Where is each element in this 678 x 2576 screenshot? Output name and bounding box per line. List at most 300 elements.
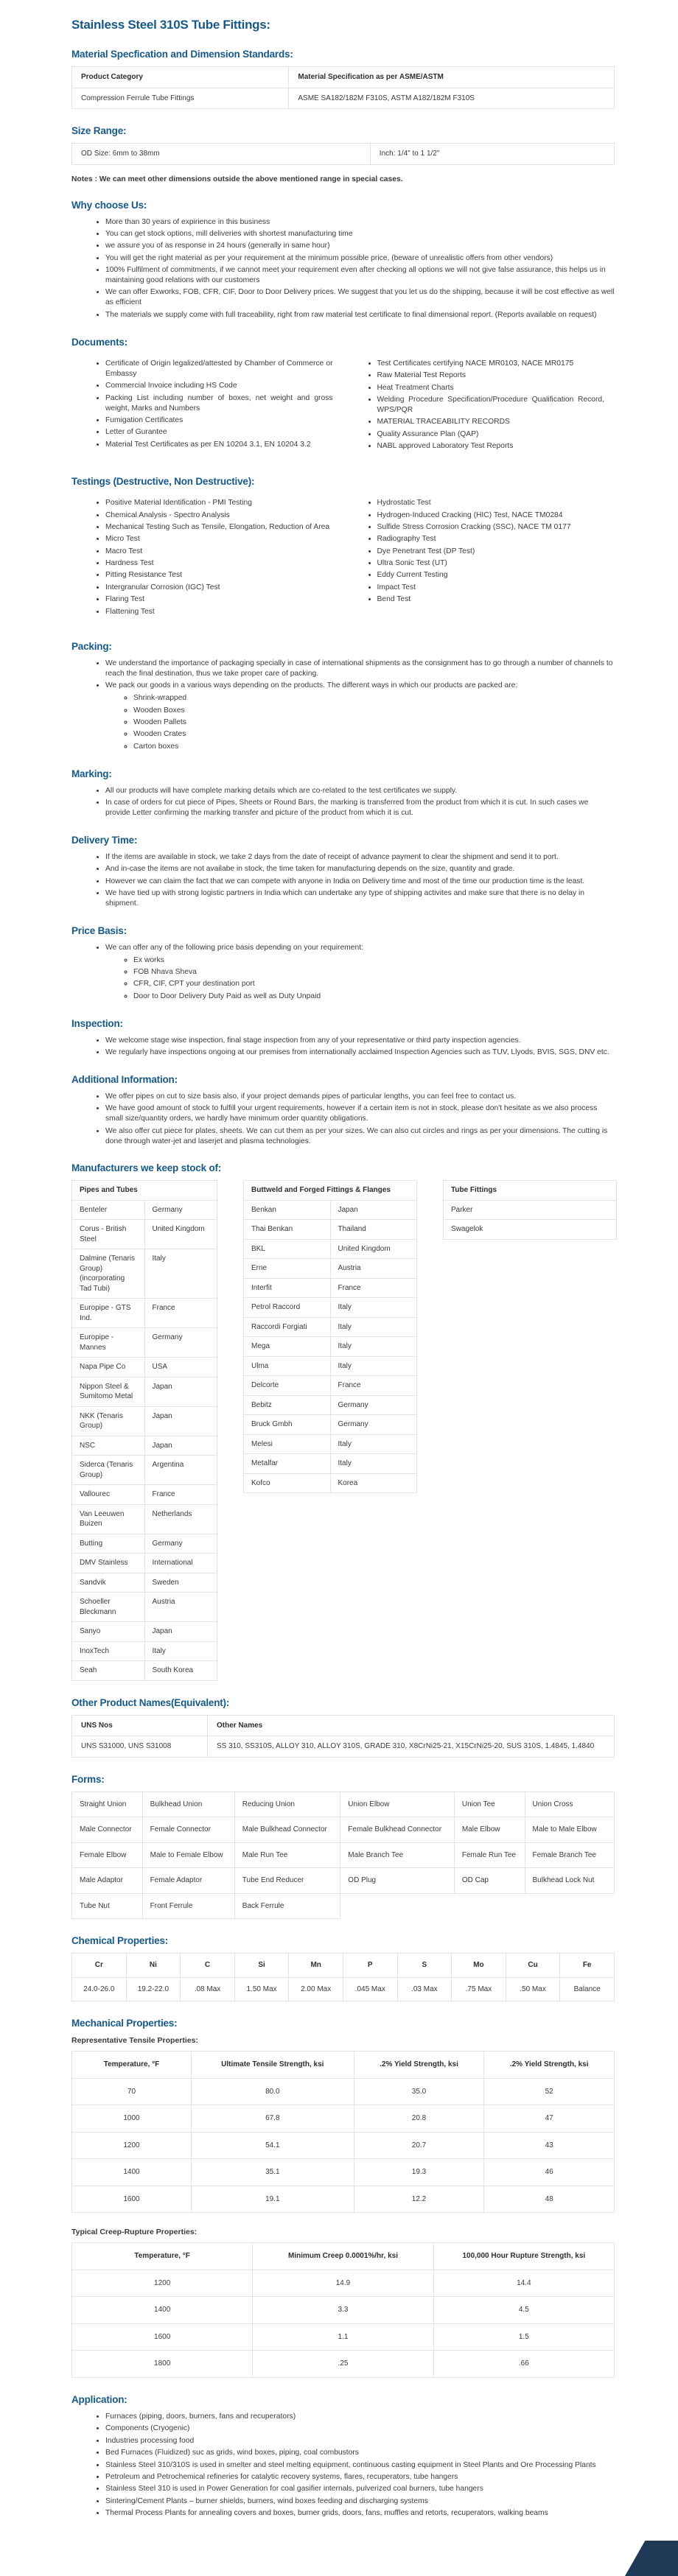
manufacturer-cell: Interfit xyxy=(244,1278,331,1298)
chemical-properties-table xyxy=(71,1953,615,2001)
form-cell: OD Plug xyxy=(340,1868,455,1894)
list-item: • Dye Penetrant Test (DP Test) xyxy=(377,547,605,557)
temperature-cell: 70 xyxy=(72,2078,192,2105)
table-header-row xyxy=(72,1181,217,1201)
country-cell: Austria xyxy=(330,1259,417,1279)
application-heading: Application: xyxy=(71,2393,127,2405)
manufacturer-cell: Butting xyxy=(72,1534,145,1554)
section-why-choose-us xyxy=(71,200,615,320)
manufacturer-cell: Benteler xyxy=(72,1200,145,1220)
list-item: • Intergranular Corrosion (IGC) Test xyxy=(105,583,333,593)
list-item: • All our products will have complete marking details which are co-related to the test certificates we supply. xyxy=(105,786,615,796)
table-row xyxy=(72,1249,217,1299)
form-cell: Male Bulkhead Connector xyxy=(234,1817,340,1843)
table-row xyxy=(244,1259,417,1279)
material-spec-heading: Material Specfication and Dimension Standards: xyxy=(71,49,293,60)
form-cell: Union Elbow xyxy=(340,1791,455,1817)
country-cell: Germany xyxy=(144,1328,217,1358)
manufacturer-cell: Benkan xyxy=(244,1200,331,1220)
uns-cell: UNS S31000, UNS S31008 xyxy=(72,1736,208,1758)
documents-list-left xyxy=(71,357,343,454)
table-row xyxy=(72,1436,217,1456)
list-item: • More than 30 years of expirience in this business xyxy=(105,217,615,228)
uts-cell: 35.1 xyxy=(191,2159,354,2186)
column-header: Cu xyxy=(506,1954,560,1978)
list-item: • Test Certificates certifying NACE MR0103, NACE MR0175 xyxy=(377,359,605,369)
manufacturer-cell: Mega xyxy=(244,1337,331,1357)
sub-list-item: ◦ CFR, CIF, CPT your destination port xyxy=(133,979,615,989)
list-item: • Components (Cryogenic) xyxy=(105,2424,615,2434)
list-item: • The materials we supply come with full traceability, right from raw material test certificate to final dimensional report. (Reports available on request) xyxy=(105,310,615,320)
table-header-row xyxy=(72,2052,615,2079)
table-row xyxy=(72,1377,217,1406)
list-item: • Ultra Sonic Test (UT) xyxy=(377,558,605,569)
list-item: • Eddy Current Testing xyxy=(377,570,605,580)
form-cell: Female Elbow xyxy=(72,1842,143,1868)
section-testings xyxy=(71,476,615,625)
form-cell: Male to Male Elbow xyxy=(525,1817,614,1843)
buttweld-forged-table xyxy=(243,1180,417,1493)
country-cell: Argentina xyxy=(144,1456,217,1485)
table-row xyxy=(244,1473,417,1493)
od-size-cell: OD Size: 6mm to 38mm xyxy=(72,144,371,165)
column-header: Tube Fittings xyxy=(444,1181,617,1201)
country-cell: France xyxy=(330,1278,417,1298)
table-row xyxy=(72,2159,615,2186)
column-header: Fe xyxy=(560,1954,615,1978)
list-item: • Bed Furnaces (Fluidized) suc as grids, wind boxes, piping, coal combustors xyxy=(105,2448,615,2458)
column-header: Pipes and Tubes xyxy=(72,1181,217,1201)
rupture-strength-cell: 1.5 xyxy=(433,2323,614,2351)
table-row xyxy=(72,2105,615,2133)
table-row xyxy=(72,1893,615,1919)
tensile-properties-label: Representative Tensile Properties: xyxy=(71,2036,198,2046)
country-cell: Italy xyxy=(330,1356,417,1376)
list-item: • We welcome stage wise inspection, final stage inspection from any of your representative or third party inspection agencies. xyxy=(105,1036,615,1046)
manufacturer-cell: Thai Benkan xyxy=(244,1220,331,1240)
table-row xyxy=(72,2132,615,2159)
chemical-value-cell: .75 Max xyxy=(452,1977,506,2001)
additional-information-list xyxy=(71,1092,615,1146)
form-cell: Female Adaptor xyxy=(142,1868,234,1894)
table-row xyxy=(244,1239,417,1259)
list-item: • Packing List including number of boxes, net weight and gross weight, Marks and Numbers xyxy=(105,393,333,414)
country-cell: France xyxy=(144,1299,217,1328)
country-cell: Italy xyxy=(330,1434,417,1454)
forms-table xyxy=(71,1791,615,1920)
delivery-time-list xyxy=(71,852,615,909)
manufacturer-cell: Kofco xyxy=(244,1473,331,1493)
mechanical-properties-heading: Mechanical Properties: xyxy=(71,2018,178,2029)
manufacturer-cell: Sanyo xyxy=(72,1622,145,1642)
page-title: Stainless Steel 310S Tube Fittings: xyxy=(71,18,270,32)
table-header-row xyxy=(72,1715,615,1736)
list-item: • Stainless Steel 310 is used in Power Generation for coal gasifier internals, pulverized coal burners, tube hangers xyxy=(105,2484,615,2494)
form-cell: Straight Union xyxy=(72,1791,143,1817)
application-list xyxy=(71,2412,615,2519)
manufacturer-cell: Vallourec xyxy=(72,1485,145,1505)
manufacturer-cell: Europipe - GTS Ind. xyxy=(72,1299,145,1328)
yield-cell: 19.3 xyxy=(354,2159,484,2186)
country-cell: France xyxy=(144,1485,217,1505)
chemical-value-cell: Balance xyxy=(560,1977,615,2001)
price-basis-sub-list xyxy=(105,955,615,1002)
table-row xyxy=(72,1593,217,1622)
country-cell: Italy xyxy=(144,1249,217,1299)
list-item: • Pitting Resistance Test xyxy=(105,570,333,580)
manufacturer-cell: BKL xyxy=(244,1239,331,1259)
form-cell: Tube End Reducer xyxy=(234,1868,340,1894)
country-cell: Germany xyxy=(330,1415,417,1435)
form-cell: Union Tee xyxy=(454,1791,525,1817)
inspection-heading: Inspection: xyxy=(71,1017,123,1029)
table-row xyxy=(244,1415,417,1435)
table-row xyxy=(244,1337,417,1357)
chemical-value-cell: 1.50 Max xyxy=(234,1977,289,2001)
list-item-text: We pack our goods in a various ways depending on the products. The different ways in which our products are packed are: xyxy=(105,681,518,690)
chemical-value-cell: 19.2-22.0 xyxy=(126,1977,181,2001)
table-row xyxy=(72,1641,217,1661)
manufacturer-cell: Raccordi Forgiati xyxy=(244,1317,331,1337)
chemical-value-cell: .03 Max xyxy=(397,1977,452,2001)
testings-list-right xyxy=(343,496,615,619)
other-product-names-heading: Other Product Names(Equivalent): xyxy=(71,1696,230,1708)
list-item: • NABL approved Laboratory Test Reports xyxy=(377,441,605,452)
table-row xyxy=(244,1434,417,1454)
list-item: • Positive Material Identification - PMI Testing xyxy=(105,498,333,508)
section-delivery-time xyxy=(71,835,615,909)
manufacturer-cell: Schoeller Bleckmann xyxy=(72,1593,145,1622)
rupture-strength-cell: 4.5 xyxy=(433,2297,614,2324)
table-row xyxy=(72,1534,217,1554)
section-packing xyxy=(71,641,615,752)
uts-cell: 54.1 xyxy=(191,2132,354,2159)
list-item: • We understand the importance of packaging specially in case of international shipments as the consignment has to go through a number of channels to reach the final destination, thus we take proper care of packing. xyxy=(105,659,615,679)
column-header: .2% Yield Strength, ksi xyxy=(354,2052,484,2079)
manufacturer-cell: Corus - British Steel xyxy=(72,1220,145,1249)
section-forms xyxy=(71,1774,615,1920)
table-row xyxy=(244,1200,417,1220)
table-row xyxy=(72,2351,615,2378)
manufacturers-tables xyxy=(71,1180,615,1681)
table-row xyxy=(72,1504,217,1534)
list-item: • Sintering/Cement Plants – burner shields, burners, wind boxes feeding and discharging systems xyxy=(105,2496,615,2507)
form-cell: Male Run Tee xyxy=(234,1842,340,1868)
sub-list-item: ◦ FOB Nhava Sheva xyxy=(133,967,615,978)
country-cell: Japan xyxy=(144,1406,217,1436)
sub-list-item: ◦ Wooden Boxes xyxy=(133,706,615,716)
packing-heading: Packing: xyxy=(71,641,112,653)
column-header: Material Specification as per ASME/ASTM xyxy=(289,67,615,88)
list-item: • Hydrogen-Induced Cracking (HIC) Test, NACE TM0284 xyxy=(377,510,605,521)
list-item: • We offer pipes on cut to size basis also, if your project demands pipes of particular lengths, you can feel free to contact us. xyxy=(105,1092,615,1102)
list-item: • You can get stock options, mill deliveries with shortest manufacturing time xyxy=(105,229,615,239)
column-header: P xyxy=(343,1954,397,1978)
other-product-names-table xyxy=(71,1715,615,1758)
column-header: Buttweld and Forged Fittings & Flanges xyxy=(244,1181,417,1201)
list-item: • Certificate of Origin legalized/attested by Chamber of Commerce or Embassy xyxy=(105,359,333,379)
form-cell: Back Ferrule xyxy=(234,1893,340,1919)
section-marking xyxy=(71,768,615,818)
list-item: • And in-case the items are not availabe in stock, the time taken for manufacturing depends on the size, quantity and grade. xyxy=(105,864,615,874)
column-header: Cr xyxy=(72,1954,127,1978)
manufacturer-cell: Nippon Steel & Sumitomo Metal xyxy=(72,1377,145,1406)
list-item: • We can offer Exworks, FOB, CFR, CIF, Door to Door Delivery prices. We suggest that you let us do the shipping, because it will be cost effective as well as efficient xyxy=(105,287,615,308)
manufacturers-heading: Manufacturers we keep stock of: xyxy=(71,1162,222,1174)
table-row xyxy=(72,2078,615,2105)
manufacturer-cell: Sandvik xyxy=(72,1573,145,1593)
price-basis-list xyxy=(71,943,615,1002)
country-cell: Italy xyxy=(330,1317,417,1337)
list-item: • Petroleum and Petrochemical refineries for catalytic recovery systems, flares, recuperators, tube hangers xyxy=(105,2472,615,2482)
manufacturer-cell: Petrol Raccord xyxy=(244,1298,331,1318)
column-header: Si xyxy=(234,1954,289,1978)
table-cell: ASME SA182/182M F310S, ASTM A182/182M F310S xyxy=(289,88,615,109)
rupture-strength-cell: .66 xyxy=(433,2351,614,2378)
table-row xyxy=(72,1977,615,2001)
list-item xyxy=(105,681,615,751)
yield2-cell: 47 xyxy=(484,2105,615,2133)
country-cell: Japan xyxy=(330,1200,417,1220)
table-row xyxy=(72,1622,217,1642)
forms-heading: Forms: xyxy=(71,1773,105,1785)
table-row xyxy=(244,1454,417,1474)
manufacturer-cell: InoxTech xyxy=(72,1641,145,1661)
min-creep-cell: .25 xyxy=(253,2351,433,2378)
list-item: • Radiography Test xyxy=(377,534,605,544)
chemical-value-cell: .045 Max xyxy=(343,1977,397,2001)
manufacturer-cell: DMV Stainless xyxy=(72,1554,145,1573)
column-header: C xyxy=(181,1954,235,1978)
sub-list-item: ◦ Wooden Crates xyxy=(133,729,615,740)
documents-heading: Documents: xyxy=(71,336,128,348)
country-cell: Netherlands xyxy=(144,1504,217,1534)
temperature-cell: 1600 xyxy=(72,2186,192,2213)
form-cell: Male Branch Tee xyxy=(340,1842,455,1868)
form-cell: Male Connector xyxy=(72,1817,143,1843)
min-creep-cell: 3.3 xyxy=(253,2297,433,2324)
form-cell: OD Cap xyxy=(454,1868,525,1894)
manufacturer-cell: NSC xyxy=(72,1436,145,1456)
form-cell: Female Run Tee xyxy=(454,1842,525,1868)
section-additional-information xyxy=(71,1074,615,1146)
table-row xyxy=(244,1298,417,1318)
manufacturer-cell: Bruck Gmbh xyxy=(244,1415,331,1435)
list-item: • Sulfide Stress Corrosion Cracking (SSC), NACE TM 0177 xyxy=(377,522,605,533)
manufacturer-cell: Napa Pipe Co xyxy=(72,1358,145,1378)
column-header: Ni xyxy=(126,1954,181,1978)
table-row xyxy=(72,1791,615,1817)
chemical-value-cell: .50 Max xyxy=(506,1977,560,2001)
table-row xyxy=(72,1299,217,1328)
country-cell: Sweden xyxy=(144,1573,217,1593)
section-manufacturers xyxy=(71,1162,615,1681)
list-item: • Quality Assurance Plan (QAP) xyxy=(377,429,605,440)
table-header-row xyxy=(444,1181,617,1201)
temperature-cell: 1400 xyxy=(72,2297,253,2324)
column-header: .2% Yield Strength, ksi xyxy=(484,2052,615,2079)
packing-list xyxy=(71,659,615,752)
list-item: • Flattening Test xyxy=(105,607,333,617)
chemical-value-cell: 24.0-26.0 xyxy=(72,1977,127,2001)
form-cell: Male to Female Elbow xyxy=(142,1842,234,1868)
form-cell: Female Branch Tee xyxy=(525,1842,614,1868)
temperature-cell: 1000 xyxy=(72,2105,192,2133)
list-item: • Letter of Gurantee xyxy=(105,427,333,438)
list-item: • Hardness Test xyxy=(105,558,333,569)
manufacturer-cell: Ulma xyxy=(244,1356,331,1376)
country-cell: United Kingdom xyxy=(144,1220,217,1249)
table-row xyxy=(72,1573,217,1593)
country-cell: France xyxy=(330,1376,417,1396)
temperature-cell: 1200 xyxy=(72,2270,253,2297)
section-application xyxy=(71,2394,615,2519)
list-item: • We regularly have inspections ongoing at our premises from internationally acclaimed Inspection Agencies such as TUV, Llyods, BVIS, SGS, DNV etc. xyxy=(105,1047,615,1058)
documents-list-right xyxy=(343,357,615,454)
list-item: • Fumigation Certificates xyxy=(105,415,333,426)
list-item: • Thermal Process Plants for annealing covers and boxes, burner grids, doors, fans, muffles and retorts, recuperators, walking beams xyxy=(105,2508,615,2519)
country-cell: Germany xyxy=(330,1395,417,1415)
section-inspection xyxy=(71,1018,615,1058)
sub-list-item: ◦ Door to Door Delivery Duty Paid as well as Duty Unpaid xyxy=(133,992,615,1002)
sub-list-item: ◦ Carton boxes xyxy=(133,742,615,752)
country-cell: Italy xyxy=(144,1641,217,1661)
manufacturer-cell: Metalfar xyxy=(244,1454,331,1474)
list-item: • Hydrostatic Test xyxy=(377,498,605,508)
section-documents xyxy=(71,337,615,460)
table-row xyxy=(72,1661,217,1681)
table-row xyxy=(244,1376,417,1396)
table-row xyxy=(244,1395,417,1415)
column-header: Temperature, °F xyxy=(72,2052,192,2079)
list-item: • We have tied up with strong logistic partners in India which can undertake any type of shipping activites and make sure that there is no delay in shipment. xyxy=(105,888,615,909)
inch-size-cell: Inch: 1/4" to 1 1/2" xyxy=(370,144,614,165)
delivery-time-heading: Delivery Time: xyxy=(71,834,138,846)
list-item: • Flaring Test xyxy=(105,594,333,605)
yield-cell: 20.7 xyxy=(354,2132,484,2159)
yield-cell: 12.2 xyxy=(354,2186,484,2213)
section-chemical-properties xyxy=(71,1935,615,2001)
yield2-cell: 48 xyxy=(484,2186,615,2213)
table-row xyxy=(72,1406,217,1436)
packing-sub-list xyxy=(105,693,615,751)
column-header: Product Category xyxy=(72,67,289,88)
table-row xyxy=(444,1220,617,1240)
form-cell: Female Connector xyxy=(142,1817,234,1843)
list-item: • 100% Fulfilment of commitments, if we cannot meet your requirement even after checking all options we will not give false assurance, this helps us in maintaining good relations with our customers xyxy=(105,265,615,286)
country-cell: Thailand xyxy=(330,1220,417,1240)
list-item: • Macro Test xyxy=(105,547,333,557)
country-cell: USA xyxy=(144,1358,217,1378)
country-cell: Italy xyxy=(330,1454,417,1474)
list-item: • MATERIAL TRACEABILITY RECORDS xyxy=(377,417,605,427)
country-cell: Germany xyxy=(144,1200,217,1220)
manufacturer-cell: NKK (Tenaris Group) xyxy=(72,1406,145,1436)
country-cell: Italy xyxy=(330,1337,417,1357)
manufacturer-cell: Dalmine (Tenaris Group) (incorporating Tad Tubi) xyxy=(72,1249,145,1299)
why-choose-list xyxy=(71,217,615,320)
uts-cell: 19.1 xyxy=(191,2186,354,2213)
list-item: • In case of orders for cut piece of Pipes, Sheets or Round Bars, the marking is transferred from the product from which it is cut. In such cases we provide Letter confirming the marking transfer and picture of the product from which it is cut. xyxy=(105,798,615,818)
manufacturer-cell: Parker xyxy=(444,1200,617,1220)
other-names-cell: SS 310, SS310S, ALLOY 310, ALLOY 310S, GRADE 310, X8CrNi25-21, X15CrNi25-20, SUS 310S, 1.4845, 1.4840 xyxy=(208,1736,615,1758)
table-row xyxy=(72,1456,217,1485)
table-header-row xyxy=(72,1954,615,1978)
creep-properties-label: Typical Creep-Rupture Properties: xyxy=(71,2228,198,2237)
price-basis-heading: Price Basis: xyxy=(71,924,127,936)
form-cell: Tube Nut xyxy=(72,1893,143,1919)
yield-cell: 20.8 xyxy=(354,2105,484,2133)
temperature-cell: 1400 xyxy=(72,2159,192,2186)
manufacturer-cell: Siderca (Tenaris Group) xyxy=(72,1456,145,1485)
column-header: 100,000 Hour Rupture Strength, ksi xyxy=(433,2243,614,2270)
table-row xyxy=(72,1358,217,1378)
table-row xyxy=(444,1200,617,1220)
country-cell: Japan xyxy=(144,1377,217,1406)
sub-list-item: ◦ Ex works xyxy=(133,955,615,966)
list-item: • You will get the right material as per your requirement at the minimum possible price, (beware of unrealistic offers from other vendors) xyxy=(105,253,615,264)
min-creep-cell: 14.9 xyxy=(253,2270,433,2297)
chemical-value-cell: .08 Max xyxy=(181,1977,235,2001)
list-item: • Bend Test xyxy=(377,594,605,605)
why-choose-heading: Why choose Us: xyxy=(71,199,147,211)
testings-heading: Testings (Destructive, Non Destructive): xyxy=(71,475,255,487)
table-row xyxy=(72,1554,217,1573)
yield2-cell: 46 xyxy=(484,2159,615,2186)
creep-rupture-table xyxy=(71,2242,615,2378)
list-item: • Raw Material Test Reports xyxy=(377,371,605,381)
manufacturer-cell: Europipe - Mannes xyxy=(72,1328,145,1358)
manufacturer-cell: Delcorte xyxy=(244,1376,331,1396)
list-item xyxy=(105,943,615,1002)
table-header-row xyxy=(244,1181,417,1201)
marking-list xyxy=(71,786,615,818)
table-row xyxy=(72,2323,615,2351)
form-cell: Front Ferrule xyxy=(142,1893,234,1919)
form-cell: Union Cross xyxy=(525,1791,614,1817)
list-item: • If the items are available in stock, we take 2 days from the date of receipt of advance payment to clear the shipment and send it to port. xyxy=(105,852,615,863)
country-cell: Austria xyxy=(144,1593,217,1622)
table-row xyxy=(72,1817,615,1843)
sub-list-item: ◦ Shrink-wrapped xyxy=(133,693,615,703)
min-creep-cell: 1.1 xyxy=(253,2323,433,2351)
section-other-product-names xyxy=(71,1697,615,1758)
yield2-cell: 43 xyxy=(484,2132,615,2159)
list-item: • Mechanical Testing Such as Tensile, Elongation, Reduction of Area xyxy=(105,522,333,533)
list-item: • However we can claim the fact that we can compete with anyone in India on Delivery time and most of the time our production time is the least. xyxy=(105,877,615,887)
tensile-properties-table xyxy=(71,2051,615,2213)
table-row xyxy=(244,1278,417,1298)
table-row xyxy=(72,144,615,165)
temperature-cell: 1600 xyxy=(72,2323,253,2351)
table-row xyxy=(72,1736,615,1758)
table-row xyxy=(72,1200,217,1220)
list-item: • Impact Test xyxy=(377,583,605,593)
sub-list-item: ◦ Wooden Pallets xyxy=(133,717,615,728)
yield2-cell: 52 xyxy=(484,2078,615,2105)
table-row xyxy=(72,2270,615,2297)
section-price-basis xyxy=(71,925,615,1002)
uts-cell: 80.0 xyxy=(191,2078,354,2105)
country-cell: South Korea xyxy=(144,1661,217,1681)
country-cell: Italy xyxy=(330,1298,417,1318)
table-header-row xyxy=(72,67,615,88)
testings-columns xyxy=(71,494,615,625)
table-row xyxy=(72,2297,615,2324)
table-row xyxy=(72,1485,217,1505)
section-size-range xyxy=(71,125,615,183)
section-mechanical-properties xyxy=(71,2018,615,2378)
